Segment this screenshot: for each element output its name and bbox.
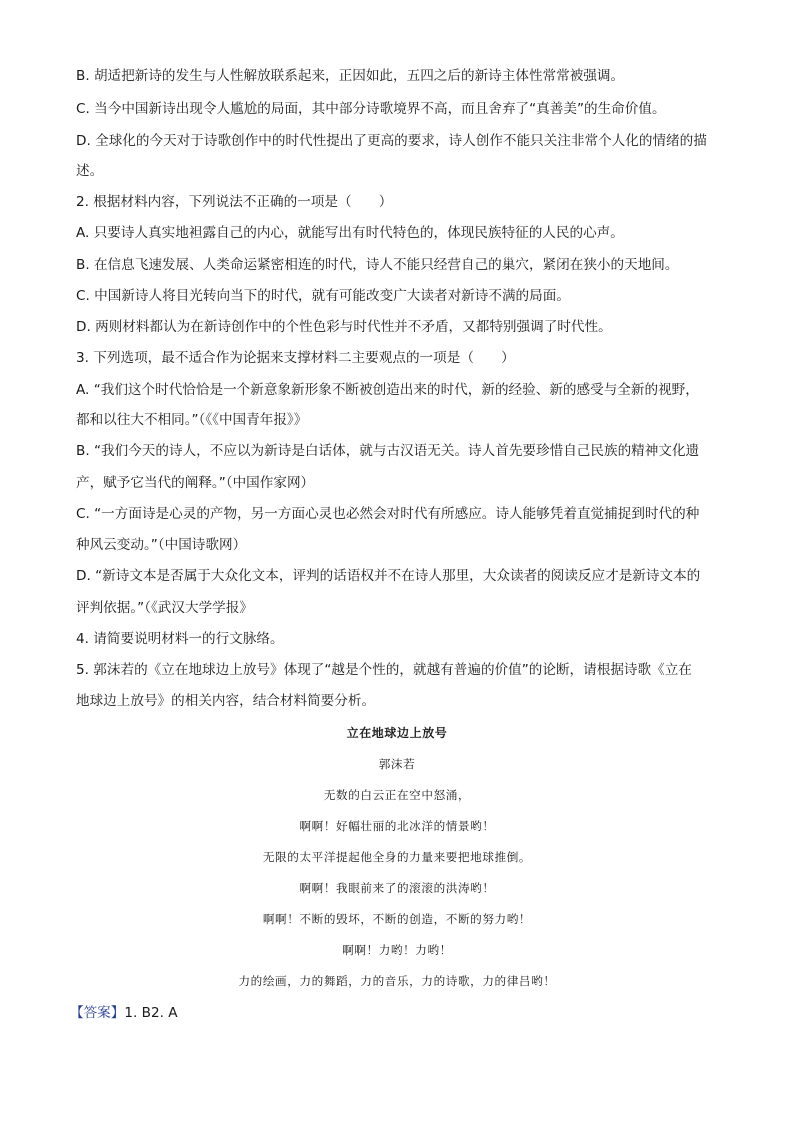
question-5: 5. 郭沫若的《立在地球边上放号》体现了“越是个性的，就越有普遍的价值”的论断，请根据诗歌《立在 [76,662,692,678]
option-1d: D. 全球化的今天对于诗歌创作中的时代性提出了更高的要求，诗人创作不能只关注非常个人化的情绪的描 [76,133,707,149]
answer-label: 【答案】 [70,1005,125,1021]
option-3d-cont: 评判依据。”（《武汉大学学报》 [76,600,253,616]
question-4: 4. 请简要说明材料一的行文脉络。 [76,631,284,647]
option-3a-cont: 都和以往大不相同。”（《《中国青年报》》 [76,412,308,428]
question-3: 3. 下列选项，最不适合作为论据来支撑材料二主要观点的一项是（ ） [76,350,515,366]
question-2: 2. 根据材料内容，下列说法不正确的一项是（ ） [76,194,393,210]
option-3b-cont: 产，赋予它当代的阐释。”（中国作家网） [76,475,315,491]
poem-verse: 无数的白云正在空中怒涌， [323,788,471,802]
option-3b: B. “我们今天的诗人，不应以为新诗是白话体，就与古汉语无关。诗人首先要珍惜自己民族的精神文化遗 [76,443,700,459]
option-3c: C. “一方面诗是心灵的产物，另一方面心灵也必然会对时代有所感应。诗人能够凭着直觉捕捉到时代的种 [76,506,700,522]
option-3a: A. “我们这个时代恰恰是一个新意象新形象不断被创造出来的时代，新的经验、新的感受与全新的视野， [76,382,699,398]
question-5-cont: 地球边上放号》的相关内容，结合材料简要分析。 [76,693,376,709]
option-3c-cont: 种风云变动。”（中国诗歌网） [76,537,247,553]
answer-line [70,1003,720,1023]
answer-text: 1. B2. A [124,1005,178,1021]
poem-verse: 啊啊！好幅壮丽的北冰洋的情景哟！ [299,819,495,833]
option-2d: D. 两则材料都认为在新诗创作中的个性色彩与时代性并不矛盾，又都特别强调了时代性。 [76,319,612,335]
option-1c: C. 当今中国新诗出现令人尴尬的局面，其中部分诗歌境界不高，而且舍弃了“真善美”的生命价值。 [76,101,666,117]
option-1b: B. 胡适把新诗的发生与人性解放联系起来，正因如此，五四之后的新诗主体性常常被强调。 [76,68,625,84]
option-2a: A. 只要诗人真实地袒露自己的内心，就能写出有时代特色的，体现民族特征的人民的心声。 [76,225,624,241]
option-3d: D. “新诗文本是否属于大众化文本，评判的话语权并不在诗人那里，大众读者的阅读反应才是新诗文本的 [76,568,701,584]
option-2c: C. 中国新诗人将目光转向当下的时代，就有可能改变广大读者对新诗不满的局面。 [76,288,570,304]
poem-verse: 啊啊！不断的毁坏，不断的创造，不断的努力哟！ [262,912,532,926]
option-2b: B. 在信息飞速发展、人类命运紧密相连的时代，诗人不能只经营自己的巢穴，紧闭在狭小的天地间。 [76,257,679,273]
option-1d-cont: 述。 [76,163,104,179]
poem-verse: 无限的太平洋提起他全身的力量来要把地球推倒。 [262,850,532,864]
poem-verse: 啊啊！力哟！力哟！ [342,943,452,957]
poem-title: 立在地球边上放号 [346,726,448,740]
poem-verse: 力的绘画，力的舞蹈，力的音乐，力的诗歌，力的律吕哟！ [238,974,556,988]
poem-verse: 啊啊！我眼前来了的滚滚的洪涛哟！ [299,881,495,895]
poem-author: 郭沫若 [378,757,416,771]
